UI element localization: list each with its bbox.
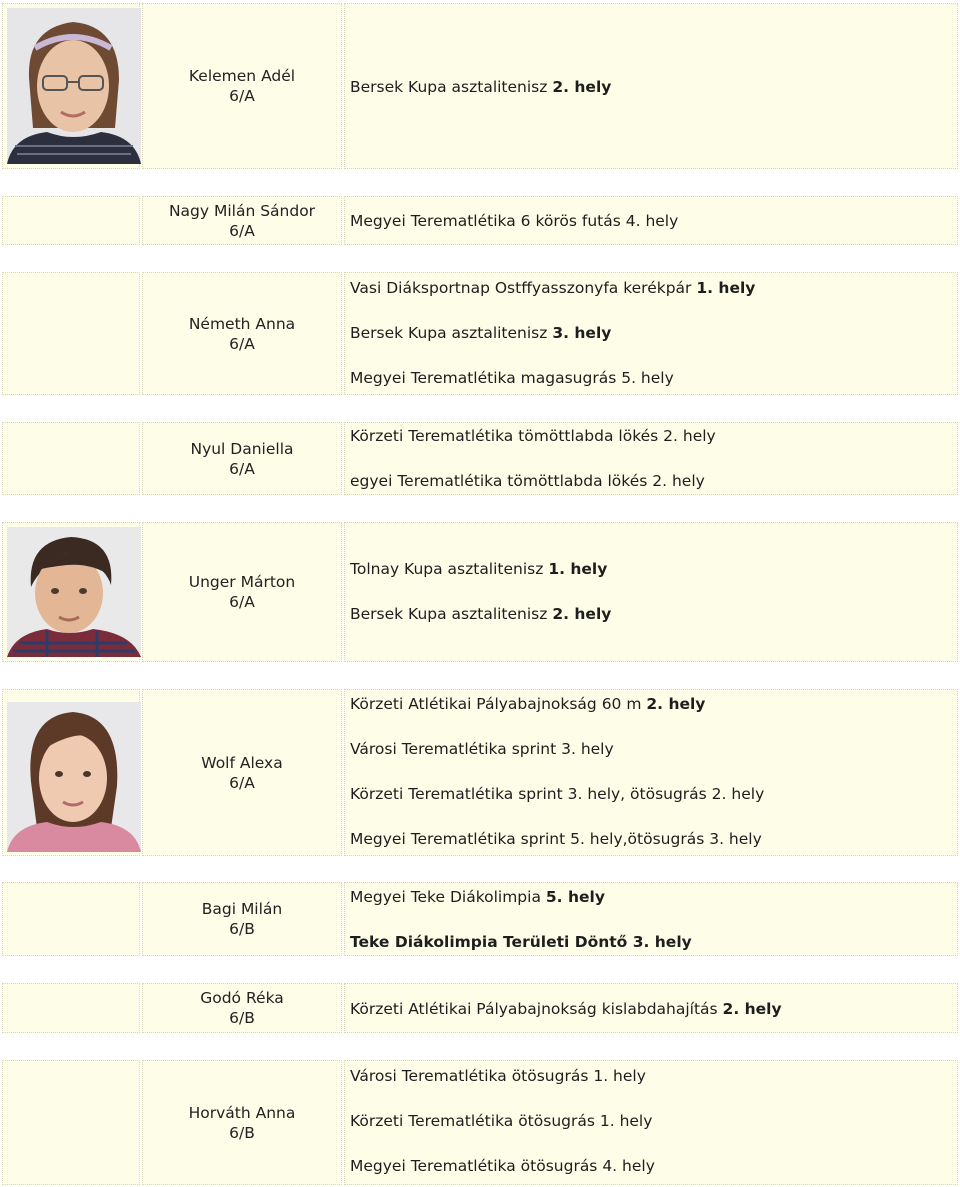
name-cell [142, 983, 342, 1033]
achievement-line: Megyei Terematlétika magasugrás 5. hely [350, 369, 674, 387]
student-name: Unger Márton [188, 573, 296, 591]
name-cell [142, 3, 342, 169]
photo-cell [2, 196, 140, 245]
student-name: Kelemen Adél [188, 67, 296, 85]
student-class: 6/A [229, 87, 255, 105]
photo-cell [2, 522, 140, 662]
student-row [0, 196, 960, 245]
name-cell [142, 689, 342, 856]
student-name: Nagy Milán Sándor [168, 201, 316, 220]
student-class: 6/B [229, 1009, 255, 1027]
student-row [0, 3, 960, 169]
student-name: Nyul Daniella [190, 439, 294, 458]
student-row [0, 689, 960, 856]
achievement-line: Megyei Teke Diákolimpia 5. hely [350, 888, 605, 906]
achievements-cell [344, 196, 958, 245]
name-cell [142, 1060, 342, 1185]
name-cell [142, 272, 342, 395]
name-cell [142, 522, 342, 662]
student-photo [7, 702, 141, 852]
achievement-line: Teke Diákolimpia Területi Döntő 3. hely [350, 933, 692, 951]
name-cell [142, 422, 342, 495]
achievement-line: Megyei Terematlétika ötösugrás 4. hely [350, 1157, 655, 1175]
photo-cell [2, 422, 140, 495]
achievement-line: Körzeti Atlétikai Pályabajnokság kislabdahajítás 2. hely [350, 1000, 782, 1018]
achievement-line: Körzeti Terematlétika sprint 3. hely, ötösugrás 2. hely [350, 785, 765, 803]
photo-cell [2, 272, 140, 395]
achievement-line: Körzeti Terematlétika ötösugrás 1. hely [350, 1112, 653, 1130]
photo-cell [2, 983, 140, 1033]
student-photo [7, 527, 141, 657]
student-row [0, 983, 960, 1033]
student-row [0, 522, 960, 662]
student-class: 6/A [229, 459, 255, 478]
achievement-line: Körzeti Terematlétika tömöttlabda lökés 2. hely [350, 427, 716, 445]
photo-cell [2, 882, 140, 956]
student-row [0, 422, 960, 495]
achievement-line: Körzeti Atlétikai Pályabajnokság 60 m 2. hely [350, 695, 706, 713]
photo-cell [2, 3, 140, 169]
achievements-cell [344, 1060, 958, 1185]
student-name: Wolf Alexa [201, 753, 283, 772]
student-class: 6/A [229, 221, 255, 240]
achievements-cell [344, 983, 958, 1033]
student-name: Bagi Milán [201, 900, 283, 918]
student-photo [7, 8, 141, 164]
student-name: Németh Anna [188, 314, 296, 333]
achievements-cell [344, 422, 958, 495]
student-row [0, 1060, 960, 1185]
student-row [0, 882, 960, 956]
achievement-line: Bersek Kupa asztalitenisz 2. hely [350, 605, 612, 623]
achievements-cell [344, 689, 958, 856]
achievement-line: Megyei Terematlétika sprint 5. hely,ötösugrás 3. hely [350, 830, 762, 848]
student-row [0, 272, 960, 395]
achievement-line: Városi Terematlétika sprint 3. hely [350, 740, 614, 758]
photo-cell [2, 689, 140, 856]
achievements-cell [344, 272, 958, 395]
achievement-line: Tolnay Kupa asztalitenisz 1. hely [350, 560, 608, 578]
achievement-line: Bersek Kupa asztalitenisz 3. hely [350, 324, 612, 342]
achievement-line: egyei Terematlétika tömöttlabda lökés 2. hely [350, 472, 705, 490]
achievements-cell [344, 882, 958, 956]
student-class: 6/B [229, 1123, 255, 1142]
student-class: 6/B [229, 920, 255, 938]
photo-cell [2, 1060, 140, 1185]
achievement-line: Bersek Kupa asztalitenisz 2. hely [350, 78, 612, 96]
student-class: 6/A [229, 593, 255, 611]
achievement-line: Megyei Terematlétika 6 körös futás 4. hely [350, 212, 679, 230]
name-cell [142, 196, 342, 245]
achievement-line: Városi Terematlétika ötösugrás 1. hely [350, 1067, 646, 1085]
name-cell [142, 882, 342, 956]
achievements-cell [344, 522, 958, 662]
achievement-line: Vasi Diáksportnap Ostffyasszonyfa kerékpár 1. hely [350, 279, 756, 297]
student-class: 6/A [229, 773, 255, 792]
student-name: Godó Réka [200, 989, 284, 1007]
achievements-cell [344, 3, 958, 169]
student-class: 6/A [229, 334, 255, 353]
student-name: Horváth Anna [188, 1103, 296, 1122]
